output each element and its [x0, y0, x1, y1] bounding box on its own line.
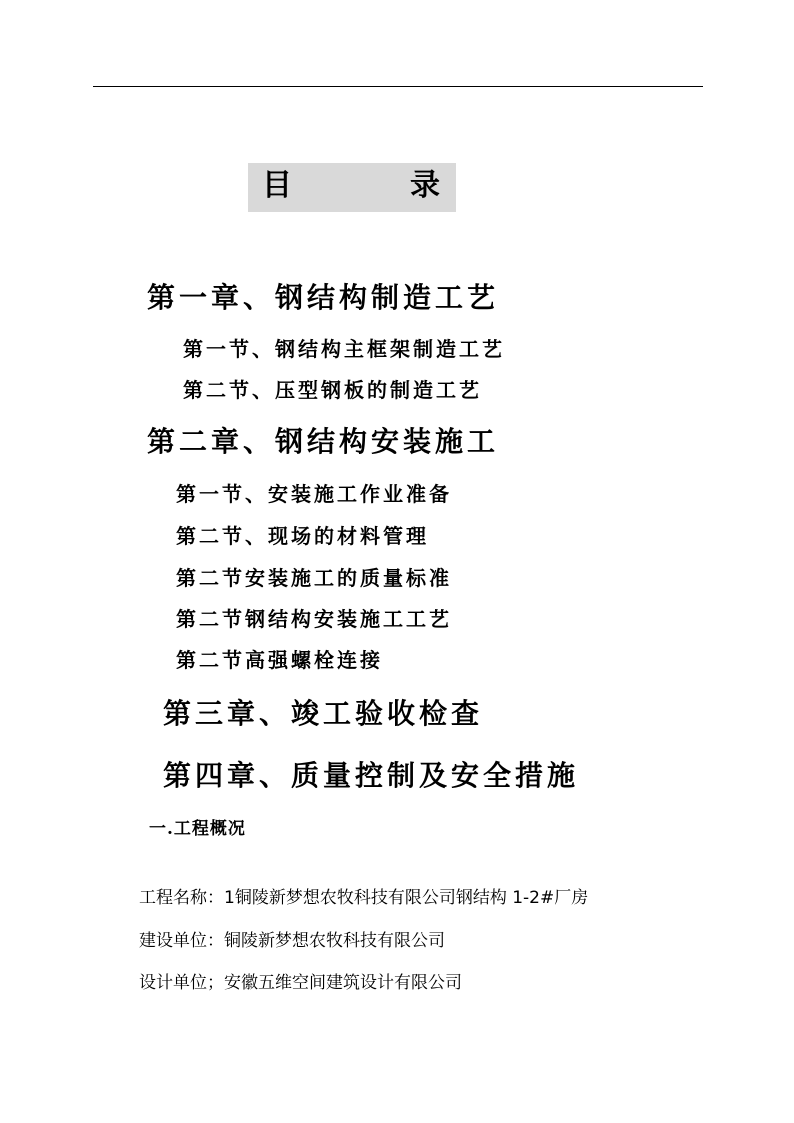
toc-ch2-section-1[interactable]: 第一节、安装施工作业准备	[176, 482, 452, 506]
header-rule	[93, 86, 703, 87]
toc-ch2-section-4[interactable]: 第二节钢结构安装施工工艺	[176, 607, 452, 631]
toc-ch2-section-5[interactable]: 第二节高强螺栓连接	[176, 648, 383, 672]
toc-chapter-2[interactable]: 第二章、钢结构安装施工	[147, 425, 500, 458]
toc-chapter-4[interactable]: 第四章、质量控制及安全措施	[163, 759, 580, 792]
toc-title-right: 录	[410, 168, 440, 203]
toc-ch2-section-3[interactable]: 第二节安装施工的质量标准	[176, 566, 452, 590]
overview-heading: 一.工程概况	[149, 819, 246, 839]
toc-title-left: 目	[262, 168, 292, 203]
toc-ch2-section-2[interactable]: 第二节、现场的材料管理	[176, 524, 429, 548]
toc-chapter-3[interactable]: 第三章、竣工验收检查	[163, 697, 484, 730]
builder-unit: 建设单位：铜陵新梦想农牧科技有限公司	[139, 931, 445, 951]
toc-chapter-1[interactable]: 第一章、钢结构制造工艺	[147, 281, 500, 314]
designer-unit: 设计单位；安徽五维空间建筑设计有限公司	[139, 973, 462, 993]
project-name: 工程名称：1铜陵新梦想农牧科技有限公司钢结构 1-2#厂房	[139, 888, 589, 908]
toc-ch1-section-2[interactable]: 第二节、压型钢板的制造工艺	[183, 378, 482, 402]
toc-ch1-section-1[interactable]: 第一节、钢结构主框架制造工艺	[183, 337, 505, 361]
